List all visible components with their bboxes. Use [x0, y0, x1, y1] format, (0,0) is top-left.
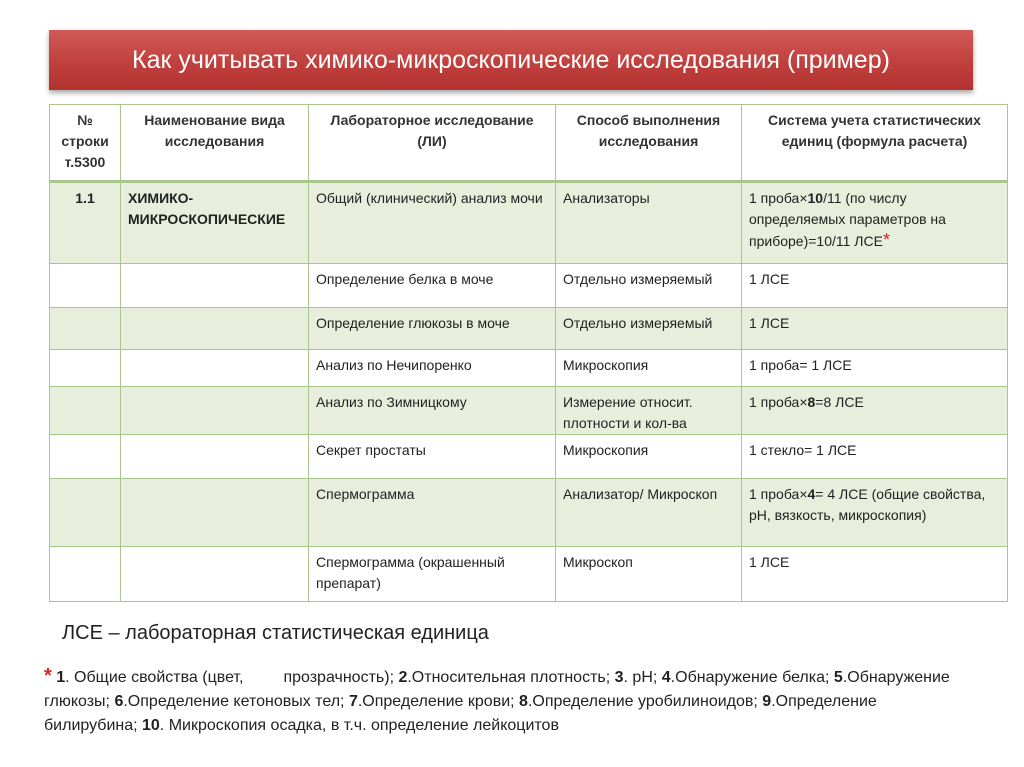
- row-method: Отдельно измеряемый: [556, 308, 742, 350]
- formula-pre: 1 проба×: [749, 190, 808, 206]
- footnote-num: 5: [833, 669, 843, 686]
- row-name: [121, 435, 309, 479]
- row-lab: Секрет простаты: [309, 435, 556, 479]
- row-formula: 1 ЛСЕ: [742, 264, 1008, 308]
- row-method: Микроскопия: [556, 350, 742, 387]
- row-lab: Спермограмма: [309, 479, 556, 547]
- footnote-text: .Обнаружение глюкозы;: [44, 669, 950, 710]
- footnote-text: .Определение крови;: [357, 693, 520, 710]
- formula-bold: 4: [807, 486, 816, 502]
- slide-title: [49, 30, 973, 90]
- footnote-num: 2: [398, 669, 408, 686]
- formula-pre: 1 проба×: [749, 486, 808, 502]
- row-name: [121, 350, 309, 387]
- table-row: [50, 264, 1008, 308]
- header-system: Система учета статистических единиц (формула расчета): [742, 105, 1008, 182]
- row-num: [50, 387, 121, 435]
- row-method: Отдельно измеряемый: [556, 264, 742, 308]
- row-formula: 1 стекло= 1 ЛСЕ: [742, 435, 1008, 479]
- row-method: Микроскоп: [556, 547, 742, 602]
- row-name: [121, 479, 309, 547]
- footnote-num: 6: [114, 693, 124, 710]
- header-name: Наименование вида исследования: [121, 105, 309, 182]
- footnote-text: . Общие свойства (цвет, прозрачность);: [65, 669, 399, 686]
- row-formula: [742, 479, 1008, 547]
- table-row: [50, 547, 1008, 602]
- research-table: [49, 104, 1008, 602]
- footnote-num: 7: [348, 693, 358, 710]
- row-name: [121, 387, 309, 435]
- footnote-num: 1: [56, 669, 66, 686]
- footnote-asterisk: *: [44, 665, 52, 687]
- row-name: ХИМИКО-МИКРОСКОПИЧЕСКИЕ: [121, 182, 309, 264]
- footnote-num: 8: [519, 693, 528, 710]
- slide-title-text: Как учитывать химико-микроскопические исследования (пример): [132, 45, 890, 74]
- footnote-num: 3: [614, 669, 624, 686]
- table-row: [50, 308, 1008, 350]
- footnote-text: .Определение уробилиноидов;: [527, 693, 763, 710]
- row-lab: Определение глюкозы в моче: [309, 308, 556, 350]
- footnote-text: . рН;: [623, 669, 662, 686]
- footnote-text: .Определение билирубина;: [44, 693, 877, 734]
- abbreviation-legend: ЛСЕ – лабораторная статистическая единица: [62, 622, 489, 644]
- row-num: [50, 350, 121, 387]
- row-lab: Анализ по Нечипоренко: [309, 350, 556, 387]
- formula-pre: 1 проба×: [749, 394, 808, 410]
- footnote-text: . Микроскопия осадка, в т.ч. определение лейкоцитов: [159, 717, 559, 734]
- row-name: [121, 308, 309, 350]
- footnote: [44, 664, 974, 738]
- footnote-num: 9: [762, 693, 772, 710]
- row-formula: 1 ЛСЕ: [742, 308, 1008, 350]
- footnote-num: 10: [142, 717, 160, 734]
- header-lab: Лабораторное исследование (ЛИ): [309, 105, 556, 182]
- row-name: [121, 264, 309, 308]
- row-formula: 1 ЛСЕ: [742, 547, 1008, 602]
- table-row: [50, 479, 1008, 547]
- table-row: [50, 435, 1008, 479]
- row-formula: [742, 387, 1008, 435]
- footnote-text: .Определение кетоновых тел;: [123, 693, 349, 710]
- formula-post: = 4 ЛСЕ (общие свойства, рН, вязкость, микроскопия): [749, 486, 986, 523]
- row-formula: 1 проба= 1 ЛСЕ: [742, 350, 1008, 387]
- table-row: [50, 387, 1008, 435]
- row-num: [50, 547, 121, 602]
- table-row: [50, 182, 1008, 264]
- formula-post: =8 ЛСЕ: [815, 394, 864, 410]
- formula-post: /11 (по числу определяемых параметров на приборе)=10/11 ЛСЕ: [749, 190, 946, 249]
- row-num: 1.1: [50, 182, 121, 264]
- row-lab: Анализ по Зимницкому: [309, 387, 556, 435]
- row-num: [50, 308, 121, 350]
- asterisk-mark: *: [882, 230, 890, 250]
- row-num: [50, 264, 121, 308]
- table-header-row: [50, 105, 1008, 182]
- row-method: Измерение относит. плотности и кол-ва: [556, 387, 742, 435]
- header-num: № строки т.5300: [50, 105, 121, 182]
- table-row: [50, 350, 1008, 387]
- row-num: [50, 479, 121, 547]
- row-lab: Спермограмма (окрашенный препарат): [309, 547, 556, 602]
- row-num: [50, 435, 121, 479]
- footnote-num: 4: [661, 669, 671, 686]
- footnote-text: .Относительная плотность;: [407, 669, 615, 686]
- row-method: Анализатор/ Микроскоп: [556, 479, 742, 547]
- row-method: Анализаторы: [556, 182, 742, 264]
- header-method: Способ выполнения исследования: [556, 105, 742, 182]
- row-lab: Общий (клинический) анализ мочи: [309, 182, 556, 264]
- footnote-text: .Обнаружение белка;: [670, 669, 834, 686]
- row-formula: [742, 182, 1008, 264]
- formula-bold: 10: [807, 190, 824, 206]
- formula-bold: 8: [807, 394, 816, 410]
- row-lab: Определение белка в моче: [309, 264, 556, 308]
- row-name: [121, 547, 309, 602]
- row-method: Микроскопия: [556, 435, 742, 479]
